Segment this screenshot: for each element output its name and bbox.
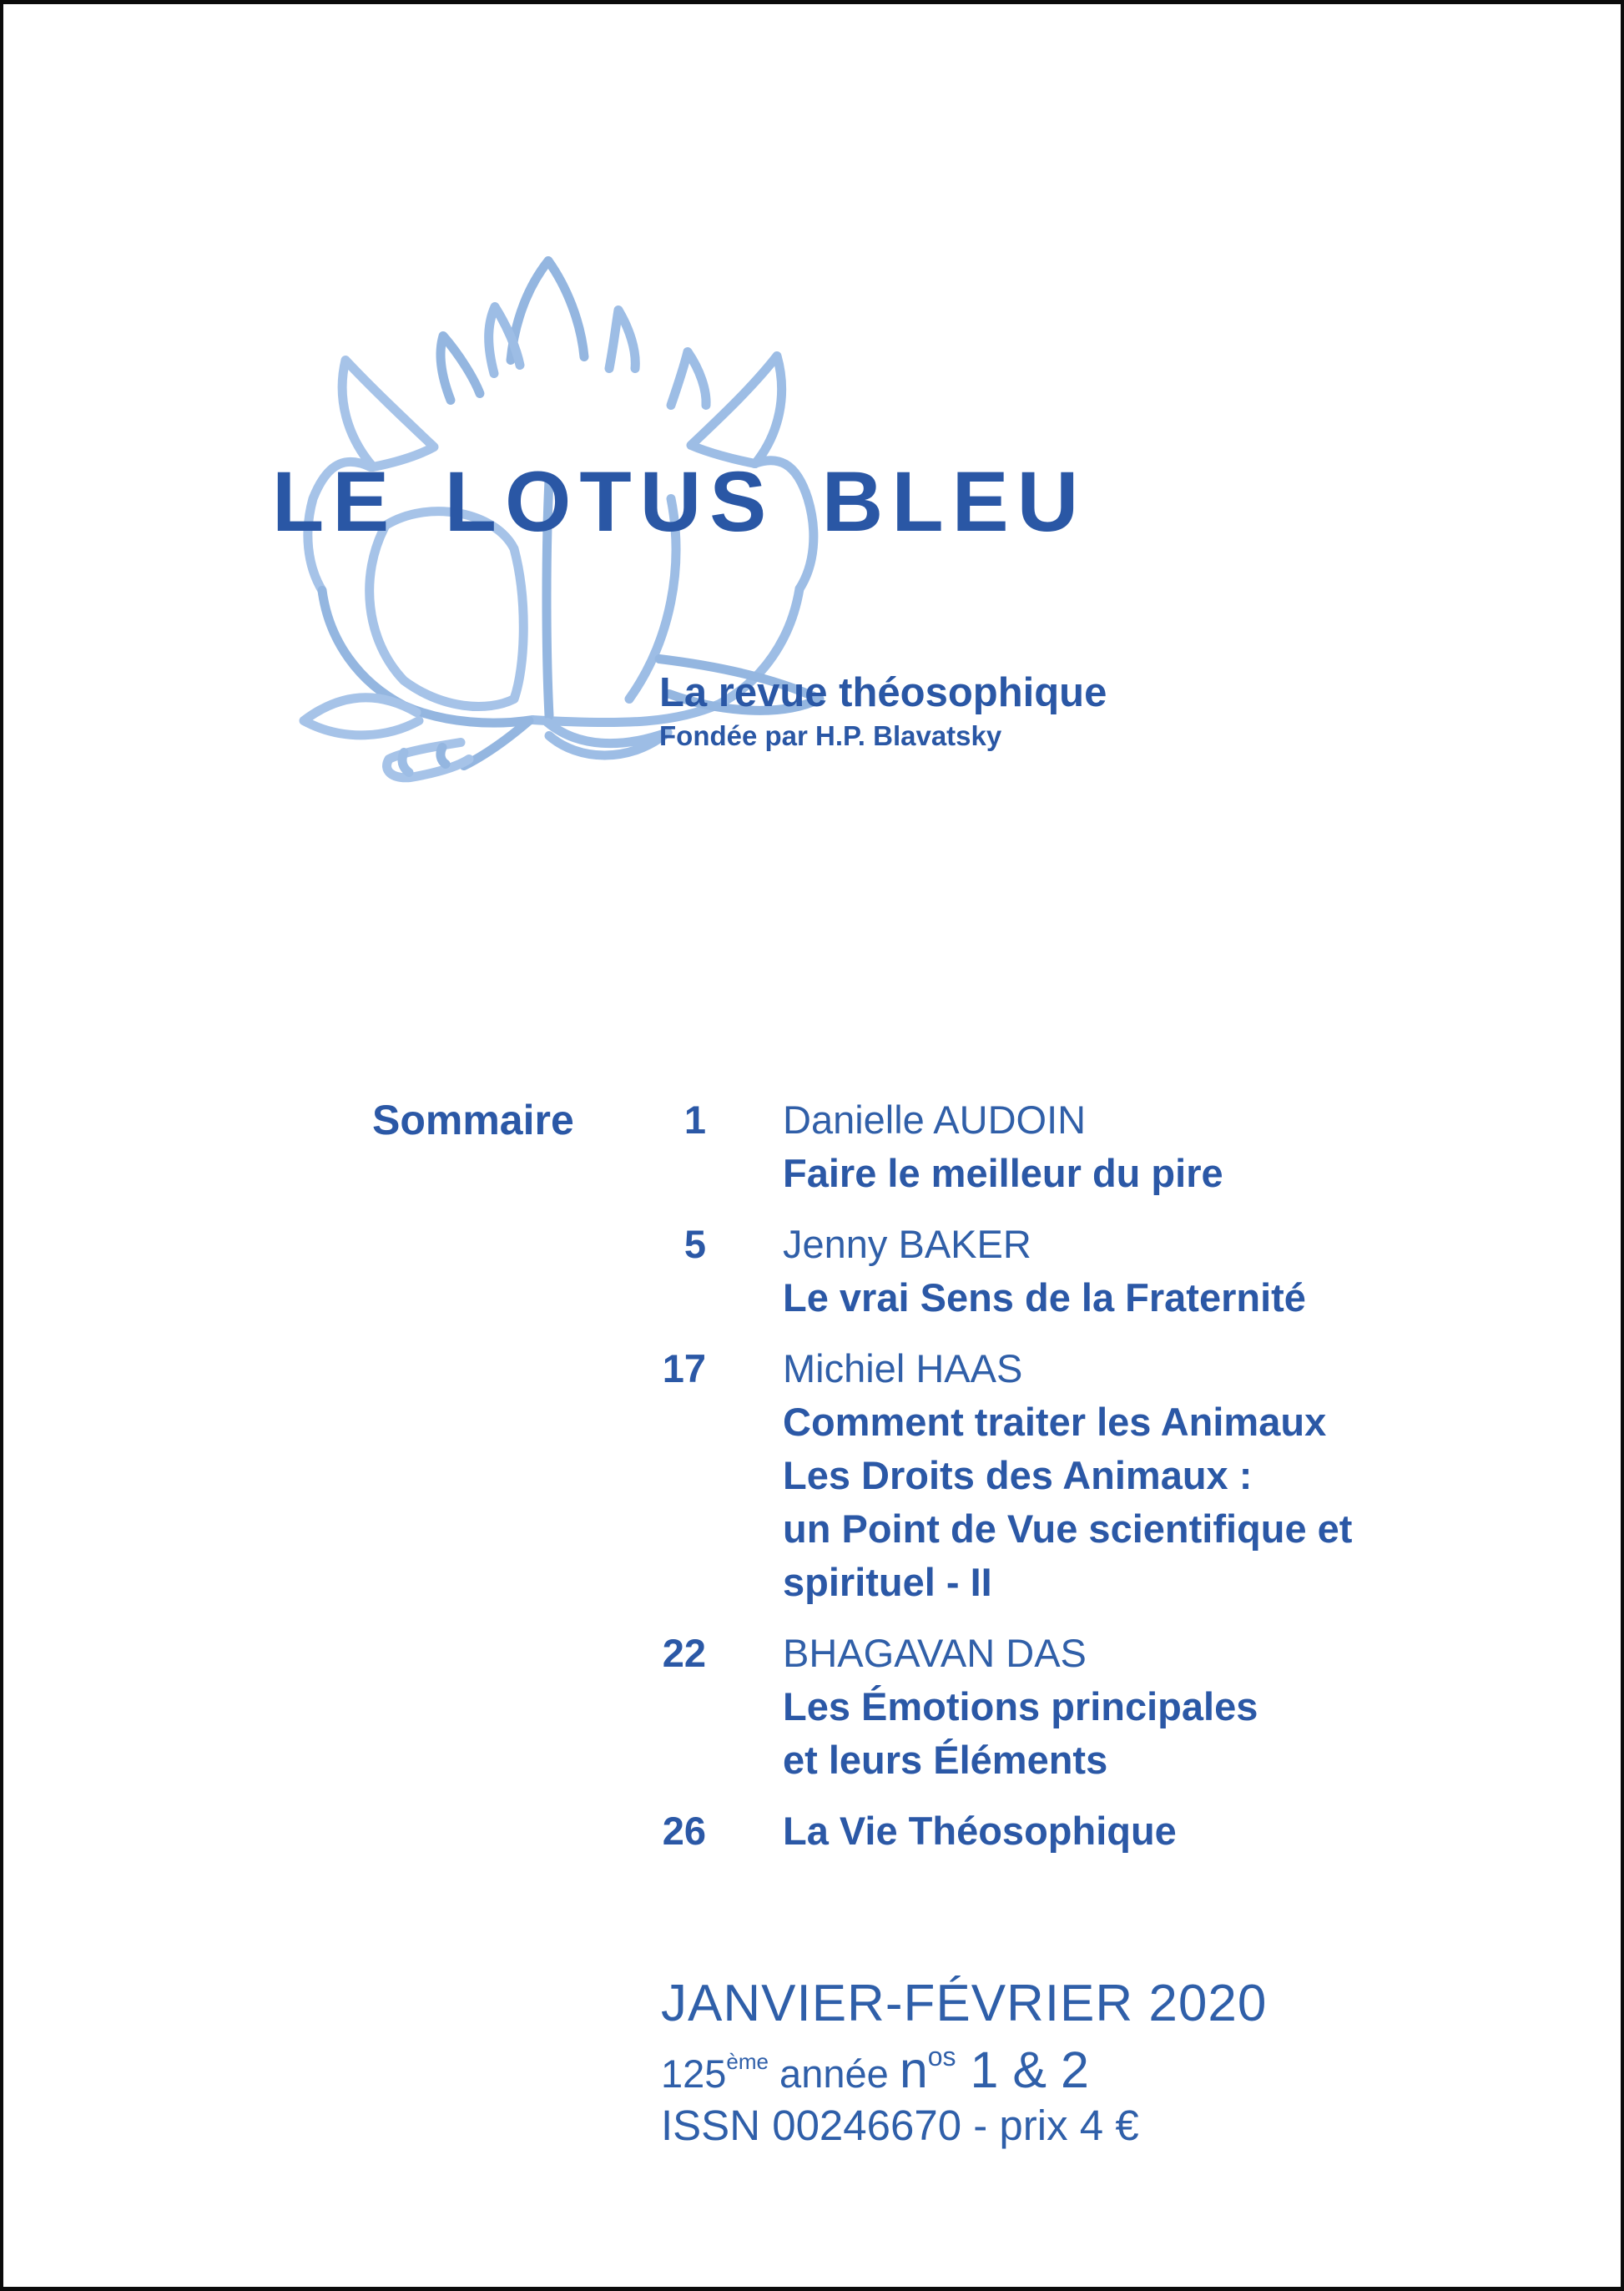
issue-date: JANVIER-FÉVRIER 2020 <box>661 1975 1268 2032</box>
number-values: 1 & 2 <box>956 2041 1089 2098</box>
toc-article-title: Le vrai Sens de la Fraternité <box>783 1275 1306 1320</box>
toc-page-number: 17 <box>662 1346 706 1390</box>
toc-page-number: 1 <box>683 1098 706 1142</box>
founder-line: Fondée par H.P. Blavatsky <box>659 720 1002 751</box>
toc-article-title: spirituel - II <box>783 1560 992 1604</box>
toc-author: BHAGAVAN DAS <box>783 1631 1087 1675</box>
year-number: 125 <box>661 2051 727 2096</box>
toc-author: Jenny BAKER <box>783 1222 1031 1266</box>
toc-article-title: Les Émotions principales <box>783 1684 1258 1728</box>
toc-entry-body <box>783 1342 1352 1609</box>
sommaire-section <box>372 1093 1482 1875</box>
issn-price-line: ISSN 00246670 - prix 4 € <box>661 2102 1139 2149</box>
sommaire-heading: Sommaire <box>372 1097 574 1143</box>
toc-author: Michiel HAAS <box>783 1346 1023 1390</box>
year-ordinal-suffix: ème <box>726 2049 769 2074</box>
number-prefix: n <box>899 2041 928 2098</box>
year-word: année <box>769 2051 900 2096</box>
toc-page-number: 5 <box>683 1222 706 1266</box>
toc-entry <box>372 1804 1482 1858</box>
toc-entry <box>372 1627 1482 1787</box>
toc-article-title: Comment traiter les Animaux <box>783 1400 1327 1444</box>
magazine-title: LE LOTUS BLEU <box>272 454 1087 549</box>
toc-article-title: La Vie Théosophique <box>783 1809 1177 1853</box>
toc-page-number: 22 <box>662 1631 706 1675</box>
toc-article-title: Les Droits des Animaux : <box>783 1453 1253 1497</box>
toc-entry <box>372 1218 1482 1325</box>
toc-article-title: un Point de Vue scientifique et <box>783 1506 1353 1551</box>
toc-author: Danielle AUDOIN <box>783 1098 1087 1142</box>
toc-entry-body <box>783 1093 1223 1200</box>
toc-article-title: et leurs Éléments <box>783 1738 1108 1782</box>
toc-entry-body <box>783 1627 1258 1787</box>
toc-article-title: Faire le meilleur du pire <box>783 1151 1223 1195</box>
magazine-subtitle: La revue théosophique <box>659 670 1107 715</box>
lotus-flower-drawing <box>279 246 846 868</box>
toc-entry-body <box>783 1804 1177 1858</box>
number-sup: os <box>927 2041 956 2071</box>
masthead-subtitle-block <box>659 669 1107 753</box>
lotus-logo <box>279 246 846 868</box>
toc-entry <box>372 1342 1482 1609</box>
toc-page-number: 26 <box>662 1809 706 1853</box>
toc-entry-body <box>783 1218 1306 1325</box>
issue-number-line <box>661 2041 1089 2099</box>
